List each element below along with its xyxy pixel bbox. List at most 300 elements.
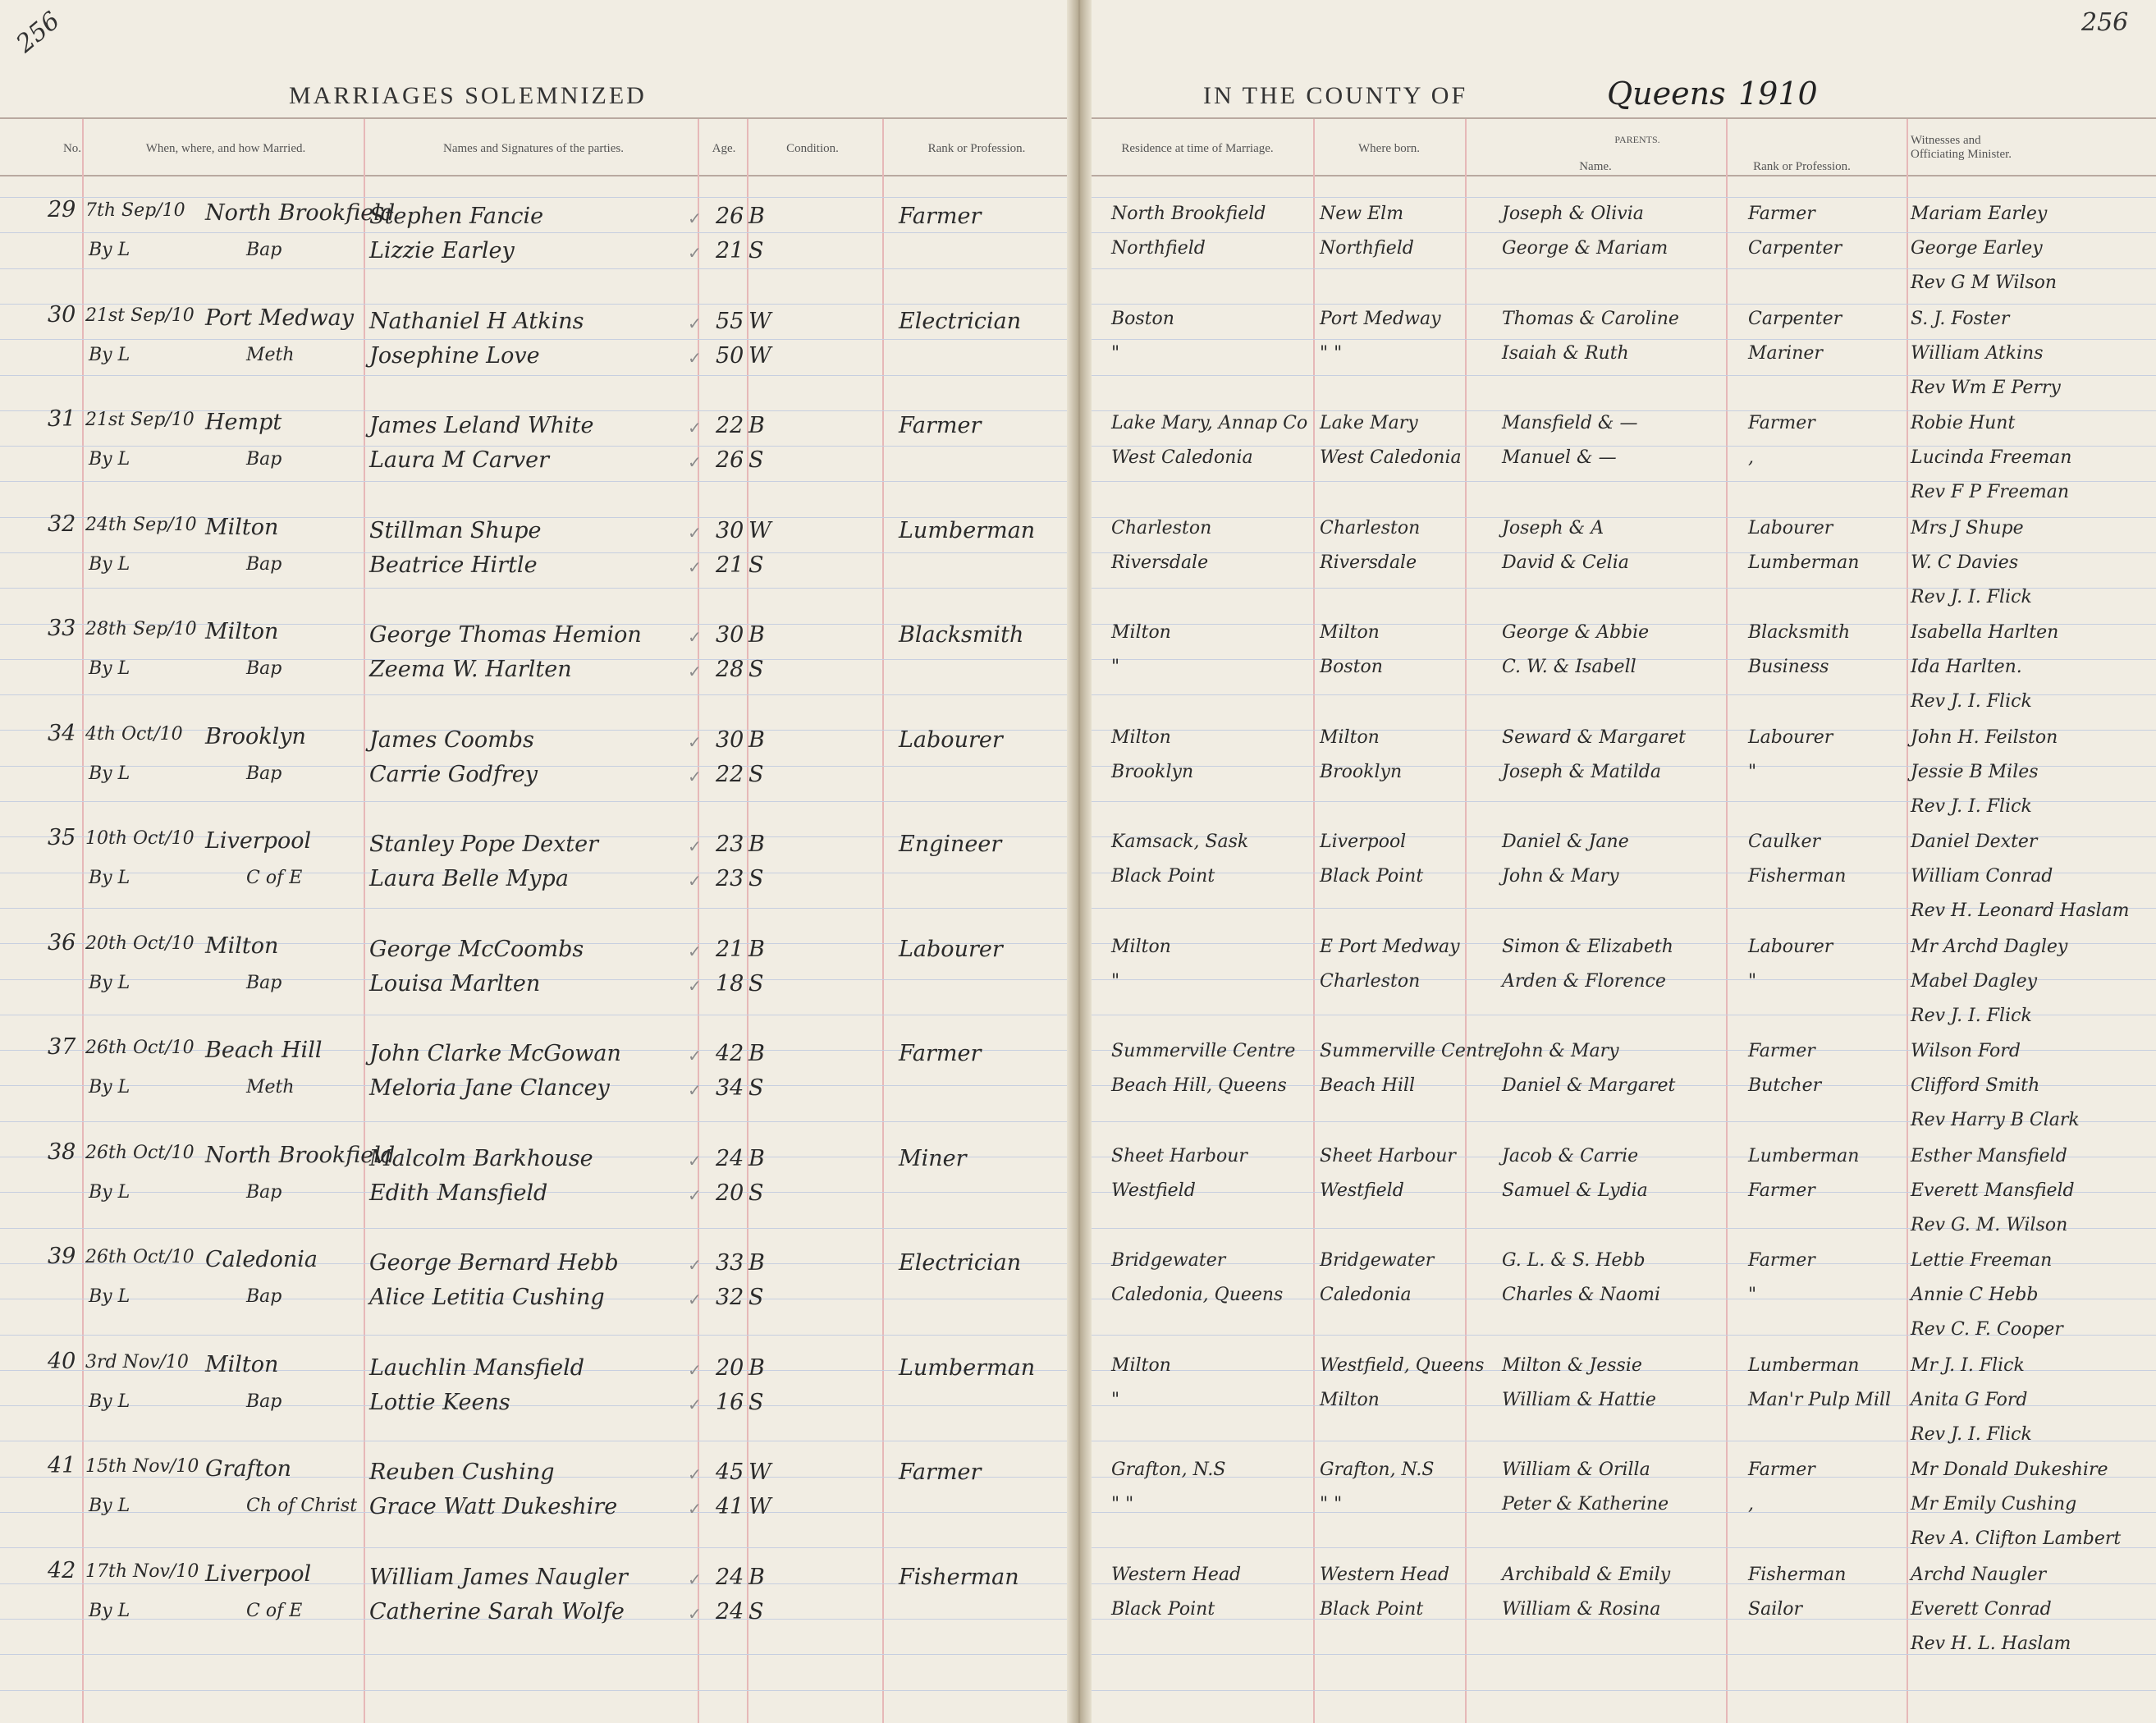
groom-birthplace: New Elm (1320, 204, 1404, 224)
bride-residence: " (1111, 1390, 1120, 1410)
col-header-names: Names and Signatures of the parties. (443, 142, 624, 155)
bride-residence: West Caledonia (1111, 447, 1253, 468)
ruled-line (0, 1121, 1077, 1122)
marriage-date: 3rd Nov/10 (85, 1352, 189, 1372)
marriage-by-licence: By L (89, 1182, 130, 1203)
bride-age: 18 (716, 971, 744, 997)
bride-residence: " (1111, 657, 1120, 677)
bride-parents: William & Hattie (1502, 1390, 1656, 1410)
groom-condition: W (748, 518, 771, 543)
ruled-line (1082, 375, 2156, 376)
groom-parents-rank: Lumberman (1748, 1355, 1860, 1376)
header-rule-bottom (1082, 175, 2156, 176)
bride-parents-rank: Farmer (1748, 1180, 1815, 1201)
ruled-line (1082, 304, 2156, 305)
marriage-date: 24th Sep/10 (85, 515, 197, 535)
bride-parents-rank: Lumberman (1748, 552, 1860, 573)
marriage-by-licence: By L (89, 973, 130, 993)
witness-one: Wilson Ford (1911, 1041, 2021, 1061)
entry-number: 34 (48, 721, 76, 746)
officiating-minister: Rev H. Leonard Haslam (1911, 900, 2130, 921)
groom-parents-rank: Blacksmith (1748, 622, 1851, 643)
ruled-line (0, 766, 1077, 767)
bride-condition: S (748, 1180, 764, 1206)
groom-age: 30 (716, 518, 744, 543)
entry-number: 39 (48, 1244, 76, 1269)
bride-birthplace: " " (1320, 1494, 1343, 1514)
bride-parents-rank: " (1748, 971, 1757, 992)
officiating-minister: Rev J. I. Flick (1911, 1424, 2032, 1445)
ruled-line (0, 375, 1077, 376)
col-header-when: When, where, and how Married. (145, 142, 306, 155)
bride-parents: Isaiah & Ruth (1502, 343, 1629, 364)
groom-age: 30 (716, 727, 744, 753)
bride-condition: S (748, 762, 764, 787)
marriage-date: 17th Nov/10 (85, 1561, 199, 1582)
witness-one: Mr Donald Dukeshire (1911, 1460, 2108, 1480)
groom-age: 33 (716, 1250, 744, 1276)
col-header-born: Where born. (1358, 142, 1420, 155)
bride-age: 20 (716, 1180, 744, 1206)
groom-parents-rank: Labourer (1748, 937, 1833, 957)
witness-one: Mr Archd Dagley (1911, 937, 2068, 957)
bride-parents: Joseph & Matilda (1502, 762, 1661, 782)
check-mark-icon: ✓ (688, 1185, 702, 1205)
groom-parents: Simon & Elizabeth (1502, 937, 1673, 957)
witness-two: Everett Conrad (1911, 1599, 2052, 1620)
entry-number: 38 (48, 1139, 76, 1165)
bride-parents: George & Mariam (1502, 238, 1668, 259)
denomination: Meth (246, 1077, 295, 1097)
col-header-rank: Rank or Profession. (927, 142, 1026, 155)
witness-two: Jessie B Miles (1911, 762, 2039, 782)
ruled-line (1082, 1690, 2156, 1691)
ruled-line (1082, 197, 2156, 198)
bride-parents: Arden & Florence (1502, 971, 1666, 992)
officiating-minister: Rev J. I. Flick (1911, 796, 2032, 817)
ruled-line (1082, 232, 2156, 233)
check-mark-icon: ✓ (688, 1290, 702, 1309)
witness-one: John H. Feilston (1911, 727, 2058, 748)
groom-parents: John & Mary (1502, 1041, 1619, 1061)
groom-birthplace: Milton (1320, 622, 1380, 643)
bride-age: 21 (716, 238, 744, 263)
marriage-place: North Brookfield (205, 1143, 396, 1168)
check-mark-icon: ✓ (688, 767, 702, 786)
groom-birthplace: Summerville Centre (1320, 1041, 1504, 1061)
marriage-place: Milton (205, 933, 279, 959)
bride-name: Meloria Jane Clancey (369, 1075, 610, 1101)
check-mark-icon: ✓ (688, 1255, 702, 1275)
col-divider (1726, 119, 1728, 1723)
check-mark-icon: ✓ (688, 1080, 702, 1100)
bride-parents: William & Rosina (1502, 1599, 1661, 1620)
ruled-line (1082, 446, 2156, 447)
check-mark-icon: ✓ (688, 1464, 702, 1484)
marriage-date: 26th Oct/10 (85, 1247, 195, 1267)
bride-parents-rank: , (1748, 447, 1754, 468)
groom-name: Stephen Fancie (369, 204, 544, 229)
groom-age: 22 (716, 413, 744, 438)
marriage-date: 20th Oct/10 (85, 933, 195, 954)
marriage-by-licence: By L (89, 554, 130, 575)
groom-birthplace: Bridgewater (1320, 1250, 1435, 1271)
groom-age: 42 (716, 1041, 744, 1066)
marriage-by-licence: By L (89, 763, 130, 784)
groom-birthplace: Grafton, N.S (1320, 1460, 1435, 1480)
marriage-date: 15th Nov/10 (85, 1456, 199, 1477)
county-name: Queens (1607, 76, 1726, 112)
officiating-minister: Rev C. F. Cooper (1911, 1319, 2063, 1340)
groom-birthplace: Port Medway (1320, 309, 1441, 329)
groom-name: Reuben Cushing (369, 1460, 555, 1485)
denomination: C of E (246, 1601, 303, 1621)
witness-two: Mr Emily Cushing (1911, 1494, 2077, 1514)
bride-condition: S (748, 1285, 764, 1310)
left-page-number: 256 (11, 6, 66, 59)
bride-age: 50 (716, 343, 744, 369)
check-mark-icon: ✓ (688, 209, 702, 228)
bride-condition: S (748, 1599, 764, 1624)
groom-name: Nathaniel H Atkins (369, 309, 584, 334)
check-mark-icon: ✓ (688, 1395, 702, 1414)
groom-residence: Kamsack, Sask (1111, 832, 1249, 852)
col-header-condition: Condition. (786, 142, 839, 155)
bride-condition: S (748, 866, 764, 891)
groom-condition: B (748, 832, 765, 857)
denomination: Bap (246, 240, 282, 260)
groom-parents-rank: Farmer (1748, 413, 1815, 433)
check-mark-icon: ✓ (688, 627, 702, 647)
check-mark-icon: ✓ (688, 976, 702, 996)
check-mark-icon: ✓ (688, 836, 702, 856)
right-page (1082, 0, 2156, 1723)
groom-parents: Joseph & Olivia (1502, 204, 1644, 224)
marriage-date: 4th Oct/10 (85, 724, 183, 745)
witness-one: Mariam Earley (1911, 204, 2048, 224)
bride-birthplace: Caledonia (1320, 1285, 1412, 1305)
groom-residence: Bridgewater (1111, 1250, 1226, 1271)
check-mark-icon: ✓ (688, 942, 702, 961)
entry-number: 32 (48, 511, 76, 537)
bride-parents-rank: Man'r Pulp Mill (1748, 1390, 1892, 1410)
col-header-residence: Residence at time of Marriage. (1121, 142, 1274, 155)
groom-age: 24 (716, 1565, 744, 1590)
entry-number: 37 (48, 1034, 76, 1060)
groom-age: 26 (716, 204, 744, 229)
bride-parents-rank: " (1748, 1285, 1757, 1305)
profession: Electrician (899, 1250, 1022, 1276)
col-divider (364, 119, 365, 1723)
groom-residence: Milton (1111, 727, 1171, 748)
witness-two: Annie C Hebb (1911, 1285, 2039, 1305)
groom-parents: Jacob & Carrie (1502, 1146, 1639, 1166)
bride-condition: S (748, 238, 764, 263)
groom-name: George McCoombs (369, 937, 584, 962)
profession: Fisherman (899, 1565, 1019, 1590)
bride-condition: W (748, 1494, 771, 1519)
witness-two: W. C Davies (1911, 552, 2019, 573)
bride-parents: John & Mary (1502, 866, 1619, 887)
bride-birthplace: Westfield (1320, 1180, 1404, 1201)
witness-one: Esther Mansfield (1911, 1146, 2067, 1166)
marriage-by-licence: By L (89, 1391, 130, 1412)
check-mark-icon: ✓ (688, 1499, 702, 1519)
entry-number: 41 (48, 1453, 76, 1478)
check-mark-icon: ✓ (688, 1604, 702, 1624)
marriage-place: Grafton (205, 1456, 292, 1482)
check-mark-icon: ✓ (688, 314, 702, 333)
groom-condition: B (748, 937, 765, 962)
ruled-line (1082, 268, 2156, 269)
bride-condition: S (748, 1075, 764, 1101)
bride-parents: Samuel & Lydia (1502, 1180, 1648, 1201)
book-gutter (1067, 0, 1092, 1723)
profession: Lumberman (899, 518, 1036, 543)
ruled-line (0, 339, 1077, 340)
witness-two: William Atkins (1911, 343, 2044, 364)
bride-parents-rank: Butcher (1748, 1075, 1822, 1096)
groom-parents-rank: Farmer (1748, 1460, 1815, 1480)
bride-age: 22 (716, 762, 744, 787)
groom-parents: Joseph & A (1502, 518, 1604, 538)
bride-birthplace: Black Point (1320, 866, 1424, 887)
check-mark-icon: ✓ (688, 523, 702, 543)
profession: Farmer (899, 413, 982, 438)
groom-condition: B (748, 1041, 765, 1066)
bride-residence: " " (1111, 1494, 1134, 1514)
register-year: 1910 (1738, 76, 1818, 112)
page-title-left: MARRIAGES SOLEMNIZED (289, 82, 647, 109)
profession: Labourer (899, 937, 1003, 962)
groom-name: George Thomas Hemion (369, 622, 642, 648)
groom-residence: Lake Mary, Annap Co (1111, 413, 1308, 433)
col-header-no: No. (62, 142, 82, 155)
witness-two: William Conrad (1911, 866, 2053, 887)
officiating-minister: Rev J. I. Flick (1911, 1006, 2032, 1026)
bride-age: 21 (716, 552, 744, 578)
header-rule-top (0, 117, 1077, 119)
ruled-line (0, 801, 1077, 802)
profession: Blacksmith (899, 622, 1024, 648)
profession: Engineer (899, 832, 1002, 857)
denomination: Bap (246, 554, 282, 575)
marriage-by-licence: By L (89, 1496, 130, 1516)
header-rule-bottom (0, 175, 1077, 176)
bride-name: Louisa Marlten (369, 971, 541, 997)
entry-number: 30 (48, 302, 76, 328)
marriage-place: Liverpool (205, 1561, 312, 1587)
marriage-date: 26th Oct/10 (85, 1143, 195, 1163)
bride-parents: Daniel & Margaret (1502, 1075, 1676, 1096)
marriage-place: Liverpool (205, 828, 312, 854)
ruled-line (0, 908, 1077, 909)
groom-name: James Coombs (369, 727, 534, 753)
marriage-date: 10th Oct/10 (85, 828, 195, 849)
col-header-parents-name: Name. (1579, 160, 1612, 173)
profession: Lumberman (899, 1355, 1036, 1381)
bride-condition: S (748, 552, 764, 578)
groom-age: 55 (716, 309, 744, 334)
witness-one: Lettie Freeman (1911, 1250, 2053, 1271)
check-mark-icon: ✓ (688, 1151, 702, 1171)
profession: Farmer (899, 1460, 982, 1485)
check-mark-icon: ✓ (688, 1360, 702, 1380)
groom-birthplace: Sheet Harbour (1320, 1146, 1456, 1166)
marriage-date: 21st Sep/10 (85, 410, 195, 430)
bride-name: Beatrice Hirtle (369, 552, 538, 578)
marriage-by-licence: By L (89, 868, 130, 888)
officiating-minister: Rev F P Freeman (1911, 482, 2070, 502)
witness-one: Daniel Dexter (1911, 832, 2038, 852)
officiating-minister: Rev J. I. Flick (1911, 587, 2032, 607)
groom-parents-rank: Labourer (1748, 727, 1833, 748)
check-mark-icon: ✓ (688, 243, 702, 263)
groom-condition: W (748, 1460, 771, 1485)
profession: Farmer (899, 204, 982, 229)
bride-condition: S (748, 447, 764, 473)
col-divider (82, 119, 84, 1723)
ruled-line (0, 1228, 1077, 1229)
denomination: Bap (246, 449, 282, 470)
groom-residence: Western Head (1111, 1565, 1242, 1585)
ruled-line (0, 304, 1077, 305)
bride-birthplace: Brooklyn (1320, 762, 1403, 782)
bride-parents-rank: Business (1748, 657, 1829, 677)
bride-age: 34 (716, 1075, 744, 1101)
bride-name: Alice Letitia Cushing (369, 1285, 605, 1310)
groom-parents-rank: Farmer (1748, 1041, 1815, 1061)
col-header-parents: PARENTS. (1614, 134, 1660, 145)
officiating-minister: Rev Harry B Clark (1911, 1110, 2080, 1130)
bride-residence: Riversdale (1111, 552, 1209, 573)
right-page-number: 256 (2081, 8, 2129, 37)
groom-parents: William & Orilla (1502, 1460, 1650, 1480)
check-mark-icon: ✓ (688, 1569, 702, 1589)
ruled-line (0, 268, 1077, 269)
witness-one: Isabella Harlten (1911, 622, 2059, 643)
marriage-by-licence: By L (89, 658, 130, 679)
groom-residence: North Brookfield (1111, 204, 1266, 224)
groom-parents-rank: Carpenter (1748, 309, 1842, 329)
groom-birthplace: Westfield, Queens (1320, 1355, 1485, 1376)
ruled-line (0, 588, 1077, 589)
bride-name: Carrie Godfrey (369, 762, 538, 787)
groom-condition: B (748, 727, 765, 753)
groom-parents-rank: Caulker (1748, 832, 1821, 852)
ruled-line (0, 1654, 1077, 1655)
witness-two: Ida Harlten. (1911, 657, 2022, 677)
entry-number: 29 (48, 197, 76, 222)
bride-parents-rank: Mariner (1748, 343, 1823, 364)
denomination: Bap (246, 1182, 282, 1203)
groom-residence: Charleston (1111, 518, 1212, 538)
denomination: Bap (246, 658, 282, 679)
marriage-date: 28th Sep/10 (85, 619, 197, 639)
groom-parents: Milton & Jessie (1502, 1355, 1642, 1376)
bride-name: Edith Mansfield (369, 1180, 548, 1206)
groom-residence: Milton (1111, 937, 1171, 957)
page-title-right: IN THE COUNTY OF (1203, 82, 1468, 109)
bride-residence: Brooklyn (1111, 762, 1194, 782)
denomination: Bap (246, 973, 282, 993)
bride-parents-rank: " (1748, 762, 1757, 782)
bride-condition: W (748, 343, 771, 369)
groom-condition: B (748, 622, 765, 648)
groom-birthplace: Charleston (1320, 518, 1421, 538)
witness-two: Anita G Ford (1911, 1390, 2028, 1410)
check-mark-icon: ✓ (688, 418, 702, 438)
groom-parents: G. L. & S. Hebb (1502, 1250, 1646, 1271)
bride-name: Catherine Sarah Wolfe (369, 1599, 625, 1624)
bride-name: Zeema W. Harlten (369, 657, 572, 682)
groom-condition: W (748, 309, 771, 334)
groom-parents-rank: Farmer (1748, 204, 1815, 224)
ruled-line (0, 1547, 1077, 1548)
bride-condition: S (748, 971, 764, 997)
bride-parents-rank: Carpenter (1748, 238, 1842, 259)
ruled-line (0, 1335, 1077, 1336)
check-mark-icon: ✓ (688, 1046, 702, 1065)
marriage-by-licence: By L (89, 1286, 130, 1307)
bride-age: 41 (716, 1494, 744, 1519)
header-rule-top (1082, 117, 2156, 119)
groom-parents-rank: Lumberman (1748, 1146, 1860, 1166)
bride-residence: Caledonia, Queens (1111, 1285, 1284, 1305)
check-mark-icon: ✓ (688, 557, 702, 577)
witness-two: Lucinda Freeman (1911, 447, 2072, 468)
groom-parents: Archibald & Emily (1502, 1565, 1671, 1585)
ruled-line (1082, 339, 2156, 340)
check-mark-icon: ✓ (688, 452, 702, 472)
bride-birthplace: Black Point (1320, 1599, 1424, 1620)
groom-age: 30 (716, 622, 744, 648)
groom-name: Malcolm Barkhouse (369, 1146, 593, 1171)
bride-condition: S (748, 657, 764, 682)
groom-residence: Milton (1111, 622, 1171, 643)
witness-one: Robie Hunt (1911, 413, 2016, 433)
groom-age: 23 (716, 832, 744, 857)
ruled-line (0, 694, 1077, 695)
groom-parents: George & Abbie (1502, 622, 1650, 643)
ruled-line (0, 446, 1077, 447)
bride-name: Lottie Keens (369, 1390, 510, 1415)
marriage-place: Beach Hill (205, 1038, 323, 1063)
groom-parents: Seward & Margaret (1502, 727, 1686, 748)
bride-birthplace: Beach Hill (1320, 1075, 1416, 1096)
groom-birthplace: Western Head (1320, 1565, 1450, 1585)
col-header-parents-rank: Rank or Profession. (1753, 160, 1851, 173)
groom-residence: Milton (1111, 1355, 1171, 1376)
groom-residence: Boston (1111, 309, 1174, 329)
entry-number: 40 (48, 1349, 76, 1374)
bride-parents-rank: Sailor (1748, 1599, 1803, 1620)
officiating-minister: Rev G. M. Wilson (1911, 1215, 2068, 1235)
groom-condition: B (748, 1250, 765, 1276)
officiating-minister: Rev Wm E Perry (1911, 378, 2061, 398)
groom-name: Stillman Shupe (369, 518, 542, 543)
marriage-date: 26th Oct/10 (85, 1038, 195, 1058)
denomination: Bap (246, 1391, 282, 1412)
denomination: Bap (246, 763, 282, 784)
col-divider (1907, 119, 1908, 1723)
marriage-place: Milton (205, 1352, 279, 1377)
bride-residence: " (1111, 971, 1120, 992)
groom-birthplace: Lake Mary (1320, 413, 1418, 433)
groom-parents: Thomas & Caroline (1502, 309, 1679, 329)
marriage-by-licence: By L (89, 1077, 130, 1097)
entry-number: 33 (48, 616, 76, 641)
